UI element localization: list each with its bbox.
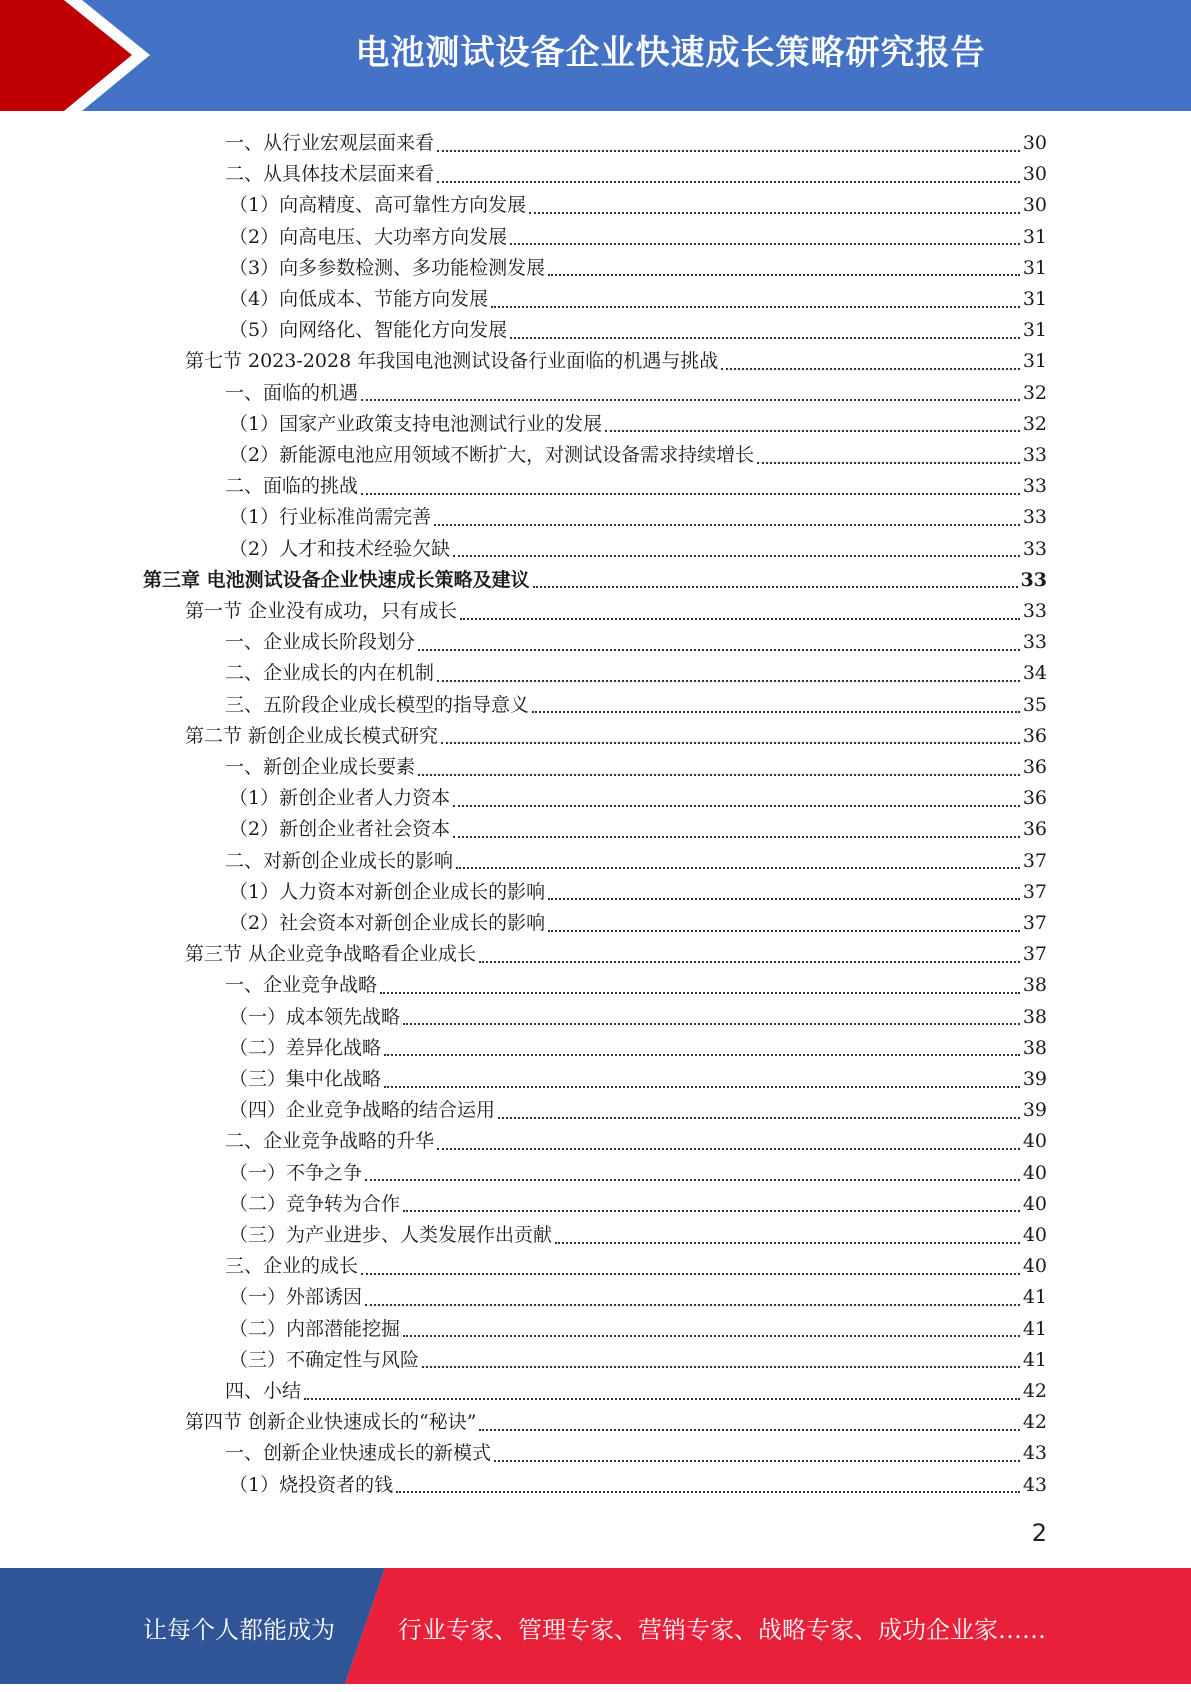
toc-entry-title: （1）烧投资者的钱 — [229, 1473, 394, 1496]
toc-entry[interactable] — [185, 1407, 1047, 1438]
toc-entry-page: 43 — [1022, 1442, 1047, 1465]
toc-entry[interactable] — [225, 1376, 1047, 1407]
toc-entry-page: 31 — [1022, 225, 1047, 248]
toc-entry[interactable] — [229, 502, 1047, 533]
toc-entry[interactable] — [229, 315, 1047, 346]
toc-entry-page: 33 — [1020, 568, 1047, 591]
toc-entry-page: 31 — [1022, 256, 1047, 279]
toc-entry-title: 二、面临的挑战 — [225, 475, 359, 498]
toc-dot-leader — [510, 243, 1020, 245]
toc-entry-page: 31 — [1022, 350, 1047, 373]
toc-entry-title: 二、企业竞争战略的升华 — [225, 1130, 435, 1153]
toc-entry[interactable] — [185, 346, 1047, 377]
toc-entry[interactable] — [225, 1126, 1047, 1157]
report-title: 电池测试设备企业快速成长策略研究报告 — [355, 33, 986, 73]
toc-entry-page: 32 — [1022, 381, 1047, 404]
toc-dot-leader — [418, 649, 1020, 651]
toc-entry-title: （2）社会资本对新创企业成长的影响 — [229, 912, 546, 934]
toc-dot-leader — [456, 867, 1020, 869]
toc-entry[interactable] — [229, 1158, 1047, 1189]
toc-entry-title: （二）内部潜能挖掘 — [229, 1317, 401, 1340]
toc-dot-leader — [548, 274, 1020, 276]
toc-entry-page: 34 — [1022, 662, 1047, 685]
toc-entry[interactable] — [225, 752, 1047, 783]
toc-dot-leader — [453, 555, 1020, 557]
toc-dot-leader — [510, 337, 1020, 339]
toc-dot-leader — [437, 181, 1020, 183]
toc-dot-leader — [555, 1242, 1020, 1244]
toc-entry-page: 39 — [1022, 1068, 1047, 1090]
toc-entry-page: 36 — [1022, 724, 1047, 747]
toc-entry-page: 31 — [1022, 288, 1047, 310]
toc-dot-leader — [498, 1117, 1020, 1119]
toc-entry-title: （4）向低成本、节能方向发展 — [229, 288, 489, 310]
toc-dot-leader — [757, 462, 1020, 464]
footer-slogan-left: 让每个人都能成为 — [143, 1616, 335, 1644]
toc-entry-title: （三）不确定性与风险 — [229, 1348, 420, 1371]
toc-entry-title: 二、从具体技术层面来看 — [225, 163, 435, 186]
toc-entry-page: 37 — [1022, 849, 1047, 872]
toc-entry-page: 33 — [1022, 537, 1047, 560]
toc-entry-page: 37 — [1022, 912, 1047, 934]
toc-entry-page: 40 — [1022, 1161, 1047, 1184]
toc-entry[interactable] — [225, 1251, 1047, 1282]
toc-entry-page: 30 — [1022, 194, 1047, 217]
toc-dot-leader — [479, 961, 1020, 963]
toc-entry-page: 37 — [1022, 943, 1047, 966]
toc-dot-leader — [453, 805, 1020, 807]
toc-entry-page: 36 — [1022, 756, 1047, 778]
toc-entry-title: （一）成本领先战略 — [229, 1005, 401, 1028]
toc-entry[interactable] — [225, 658, 1047, 689]
toc-dot-leader — [418, 774, 1020, 776]
toc-entry[interactable] — [229, 814, 1047, 845]
toc-entry-page: 38 — [1022, 974, 1047, 997]
toc-entry-title: 二、企业成长的内在机制 — [225, 662, 435, 685]
toc-entry[interactable] — [229, 1470, 1047, 1501]
toc-entry-page: 33 — [1022, 475, 1047, 498]
toc-entry[interactable] — [185, 939, 1047, 970]
toc-entry[interactable] — [225, 378, 1047, 409]
toc-dot-leader — [548, 898, 1020, 900]
toc-dot-leader — [453, 836, 1020, 838]
toc-entry-title: （2）新创企业者社会资本 — [229, 818, 451, 841]
toc-entry-title: 一、企业成长阶段划分 — [225, 631, 416, 654]
toc-entry-page: 41 — [1022, 1348, 1047, 1371]
toc-entry[interactable] — [229, 1002, 1047, 1033]
toc-dot-leader — [437, 150, 1020, 152]
toc-entry-page: 36 — [1022, 818, 1047, 841]
toc-dot-leader — [529, 212, 1020, 214]
toc-dot-leader — [533, 586, 1018, 588]
toc-dot-leader — [396, 1491, 1020, 1493]
toc-entry-title: 一、面临的机遇 — [225, 381, 359, 404]
toc-entry-title: （1）行业标准尚需完善 — [229, 506, 432, 529]
toc-dot-leader — [365, 1179, 1020, 1181]
toc-entry-page: 30 — [1022, 163, 1047, 186]
toc-entry[interactable] — [229, 1095, 1047, 1126]
toc-dot-leader — [384, 1086, 1020, 1088]
toc-entry-title: 二、对新创企业成长的影响 — [225, 849, 454, 872]
toc-entry[interactable] — [185, 721, 1047, 752]
toc-entry-page: 41 — [1022, 1317, 1047, 1340]
toc-dot-leader — [403, 1210, 1020, 1212]
toc-dot-leader — [437, 1148, 1020, 1150]
toc-entry-title: （5）向网络化、智能化方向发展 — [229, 319, 508, 342]
toc-entry-title: （2）人才和技术经验欠缺 — [229, 537, 451, 560]
toc-entry[interactable] — [229, 1282, 1047, 1313]
toc-dot-leader — [361, 399, 1020, 401]
toc-entry-page: 30 — [1022, 132, 1047, 154]
toc-entry-title: 三、企业的成长 — [225, 1255, 359, 1278]
toc-dot-leader — [361, 1273, 1020, 1275]
toc-entry[interactable] — [225, 846, 1047, 877]
toc-entry-page: 40 — [1022, 1192, 1047, 1215]
toc-entry-title: 第四节 创新企业快速成长的“秘诀” — [185, 1411, 477, 1434]
toc-entry-title: （1）向高精度、高可靠性方向发展 — [229, 194, 527, 217]
toc-dot-leader — [491, 306, 1020, 308]
toc-entry-title: 一、新创企业成长要素 — [225, 756, 416, 778]
toc-entry-title: （三）为产业进步、人类发展作出贡献 — [229, 1224, 553, 1246]
toc-entry-title: （二）竞争转为合作 — [229, 1192, 401, 1215]
toc-dot-leader — [365, 1304, 1020, 1306]
toc-entry-page: 39 — [1022, 1099, 1047, 1122]
toc-entry[interactable] — [225, 128, 1047, 159]
toc-dot-leader — [532, 711, 1020, 713]
toc-entry[interactable] — [229, 440, 1047, 471]
toc-entry-title: （四）企业竞争战略的结合运用 — [229, 1099, 496, 1122]
toc-dot-leader — [422, 1366, 1020, 1368]
toc-entry-title: 三、五阶段企业成长模型的指导意义 — [225, 693, 530, 716]
toc-entry-title: （3）向多参数检测、多功能检测发展 — [229, 256, 546, 279]
toc-entry[interactable] — [229, 1189, 1047, 1220]
toc-entry[interactable] — [229, 284, 1047, 315]
toc-chapter-entry[interactable] — [143, 565, 1047, 596]
toc-entry-page: 42 — [1022, 1411, 1047, 1434]
toc-entry-page: 33 — [1022, 506, 1047, 529]
toc-dot-leader — [479, 1429, 1019, 1431]
toc-dot-leader — [460, 618, 1020, 620]
toc-entry-title: 第一节 企业没有成功，只有成长 — [185, 600, 458, 622]
toc-entry-page: 32 — [1022, 412, 1047, 435]
toc-entry-page: 38 — [1022, 1005, 1047, 1028]
toc-entry[interactable] — [229, 409, 1047, 440]
toc-entry[interactable] — [225, 471, 1047, 502]
toc-entry[interactable] — [185, 596, 1047, 627]
toc-entry[interactable] — [229, 1345, 1047, 1376]
toc-entry[interactable] — [229, 534, 1047, 565]
toc-entry[interactable] — [229, 190, 1047, 221]
toc-entry-page: 38 — [1022, 1036, 1047, 1059]
toc-dot-leader — [437, 680, 1020, 682]
toc-entry-page: 33 — [1022, 444, 1047, 466]
toc-entry[interactable] — [225, 1438, 1047, 1469]
toc-entry-page: 31 — [1022, 319, 1047, 342]
toc-entry-title: （1）人力资本对新创企业成长的影响 — [229, 880, 546, 903]
toc-dot-leader — [494, 1460, 1020, 1462]
toc-entry[interactable] — [229, 1064, 1047, 1095]
toc-entry-title: 第七节 2023-2028 年我国电池测试设备行业面临的机遇与挑战 — [185, 350, 719, 373]
toc-entry[interactable] — [225, 970, 1047, 1001]
toc-entry-page: 33 — [1022, 631, 1047, 654]
toc-dot-leader — [548, 930, 1020, 932]
toc-entry[interactable] — [229, 253, 1047, 284]
toc-entry-title: 四、小结 — [225, 1380, 302, 1402]
toc-entry-page: 40 — [1022, 1255, 1047, 1278]
report-footer — [0, 1568, 1191, 1684]
page-number: 2 — [1031, 1519, 1047, 1547]
footer-slogan-right: 行业专家、管理专家、营销专家、战略专家、成功企业家…… — [398, 1616, 1046, 1644]
toc-entry-title: 第三章 电池测试设备企业快速成长策略及建议 — [143, 568, 530, 591]
toc-entry-page: 33 — [1022, 600, 1047, 622]
toc-entry[interactable] — [225, 627, 1047, 658]
toc-entry-title: （1）国家产业政策支持电池测试行业的发展 — [229, 412, 603, 435]
toc-entry[interactable] — [229, 783, 1047, 814]
toc-dot-leader — [441, 742, 1020, 744]
toc-entry-title: 一、企业竞争战略 — [225, 974, 378, 997]
toc-entry-title: 第三节 从企业竞争战略看企业成长 — [185, 943, 477, 966]
toc-dot-leader — [361, 493, 1020, 495]
toc-dot-leader — [304, 1398, 1020, 1400]
toc-entry-page: 43 — [1022, 1473, 1047, 1496]
toc-entry-title: （一）不争之争 — [229, 1161, 363, 1184]
toc-entry-title: （三）集中化战略 — [229, 1068, 382, 1090]
toc-entry[interactable] — [229, 877, 1047, 908]
toc-entry-page: 37 — [1022, 880, 1047, 903]
toc-entry[interactable] — [225, 159, 1047, 190]
toc-dot-leader — [403, 1023, 1020, 1025]
toc-entry[interactable] — [225, 690, 1047, 721]
toc-dot-leader — [605, 430, 1020, 432]
toc-dot-leader — [384, 1054, 1020, 1056]
toc-dot-leader — [380, 992, 1020, 994]
toc-entry[interactable] — [229, 1314, 1047, 1345]
toc-entry-page: 35 — [1022, 693, 1047, 716]
toc-entry-page: 40 — [1022, 1130, 1047, 1153]
toc-entry-title: （二）差异化战略 — [229, 1036, 382, 1059]
toc-entry-title: （2）新能源电池应用领域不断扩大，对测试设备需求持续增长 — [229, 444, 755, 466]
toc-entry-title: （一）外部诱因 — [229, 1286, 363, 1309]
report-header — [0, 0, 1191, 111]
toc-entry-title: 一、创新企业快速成长的新模式 — [225, 1442, 492, 1465]
toc-dot-leader — [434, 524, 1020, 526]
toc-entry-title: （2）向高电压、大功率方向发展 — [229, 225, 508, 248]
toc-entry-page: 40 — [1022, 1224, 1047, 1246]
toc-entry-title: （1）新创企业者人力资本 — [229, 787, 451, 810]
toc-entry-page: 42 — [1022, 1380, 1047, 1402]
toc-entry[interactable] — [229, 908, 1047, 939]
toc-dot-leader — [403, 1335, 1020, 1337]
toc-dot-leader — [721, 368, 1020, 370]
toc-entry[interactable] — [229, 1033, 1047, 1064]
toc-entry[interactable] — [229, 222, 1047, 253]
toc-entry-page: 36 — [1022, 787, 1047, 810]
toc-entry-title: 第二节 新创企业成长模式研究 — [185, 724, 439, 747]
toc-entry-page: 41 — [1022, 1286, 1047, 1309]
toc-entry-title: 一、从行业宏观层面来看 — [225, 132, 435, 154]
toc-entry[interactable] — [229, 1220, 1047, 1251]
